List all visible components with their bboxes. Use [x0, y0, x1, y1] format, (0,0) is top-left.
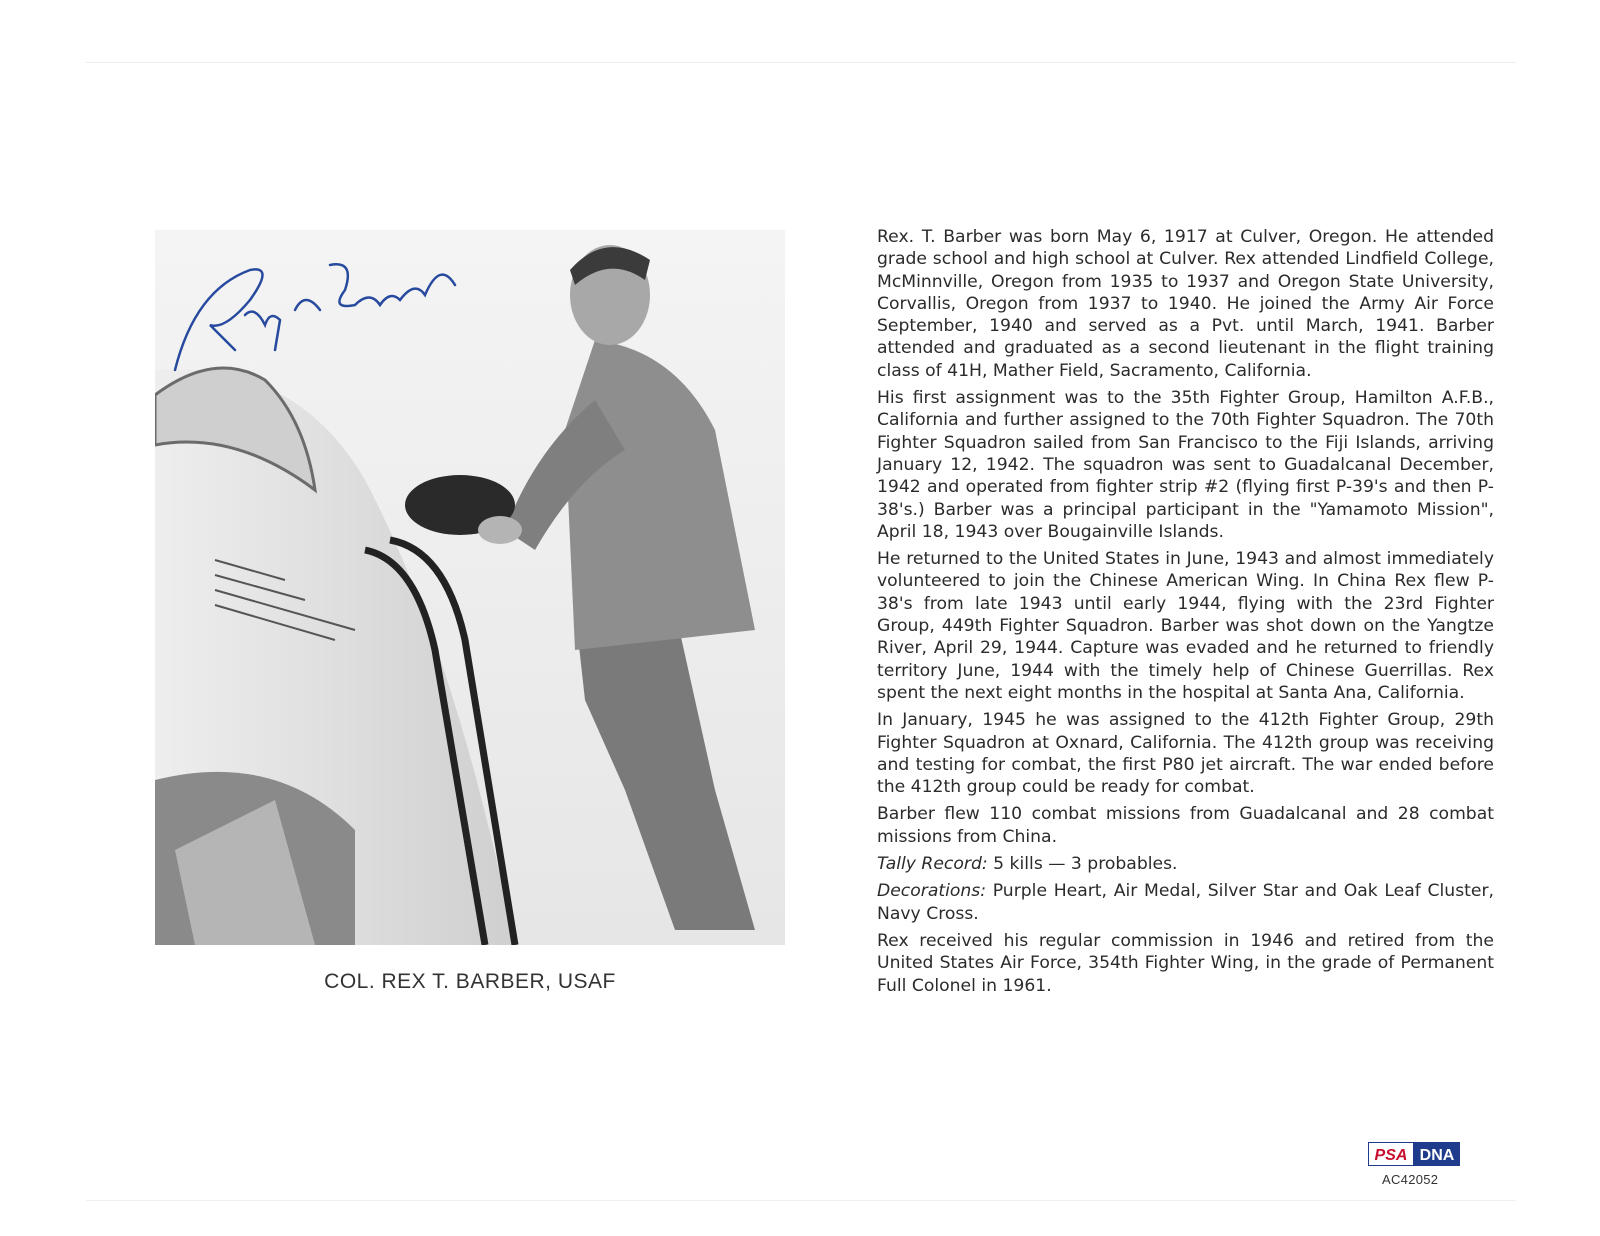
portrait-photo	[155, 230, 785, 945]
psa-logo-text: PSA	[1374, 1147, 1408, 1164]
certificate-number: AC42052	[1382, 1172, 1439, 1187]
bio-decorations	[877, 880, 1494, 925]
bio-paragraph-early-life: Rex. T. Barber was born May 6, 1917 at Culver, Oregon. He attended grade school and high school at Culver. Rex attended Lindfield College, McMinnville, Oregon from 1935 to 1937 and Oregon State University, Corvallis, Oregon from 1937 to 1940. He joined the Army Air Force September, 1940 and served as a Pvt. until March, 1941. Barber attended and graduated as a second lieutenant in the flight training class of 41H, Mather Field, Sacramento, California.	[877, 227, 1494, 381]
page-edge-top	[86, 62, 1516, 63]
decorations-value: Purple Heart, Air Medal, Silver Star and Oak Leaf Cluster, Navy Cross.	[877, 881, 1494, 924]
photo-caption: COL. REX T. BARBER, USAF	[324, 970, 616, 993]
dna-logo-text: DNA	[1419, 1147, 1455, 1164]
psa-dna-logo	[1368, 1142, 1460, 1166]
pilot-hand	[478, 516, 522, 544]
page-edge-bottom	[86, 1200, 1516, 1201]
bio-paragraph-retirement: Rex received his regular commission in 1946 and retired from the United States Air Force, 354th Fighter Wing, in the grade of Permanent Full Colonel in 1961.	[877, 930, 1494, 996]
bio-paragraph-missions: Barber flew 110 combat missions from Guadalcanal and 28 combat missions from China.	[877, 804, 1494, 847]
decorations-label: Decorations:	[877, 881, 987, 902]
bio-paragraph-412th: In January, 1945 he was assigned to the 412th Fighter Group, 29th Fighter Squadron at Oxnard, California. The 412th group was receiving and testing for combat, the first P80 jet aircraft. The war ended before the 412th group could be ready for combat.	[877, 710, 1494, 798]
tally-value: 5 kills — 3 probables.	[987, 854, 1178, 875]
bio-paragraph-first-assignment: His first assignment was to the 35th Fighter Group, Hamilton A.F.B., California and further assigned to the 70th Fighter Squadron. The 70th Fighter Squadron sailed from San Francisco to the Fiji Islands, arriving January 12, 1942. The squadron was sent to Guadalcanal December, 1942 and operated from fighter strip #2 (flying first P-39's and then P-38's.) Barber was a principal participant in the "Yamamoto Mission", April 18, 1943 over Bougainville Islands.	[877, 388, 1494, 542]
bio-paragraph-china: He returned to the United States in June, 1943 and almost immediately volunteered to join the Chinese American Wing. In China Rex flew P-38's from late 1943 until early 1944, flying with the 23rd Fighter Group, 449th Fighter Squadron. Barber was shot down on the Yangtze River, April 29, 1944. Capture was evaded and he returned to friendly territory June, 1944 with the timely help of Chinese Guerrillas. Rex spent the next eight months in the hospital at Santa Ana, California.	[877, 549, 1494, 703]
tally-label: Tally Record:	[877, 854, 988, 875]
bio-tally-record	[877, 853, 1494, 875]
biography-text	[877, 226, 1494, 1002]
